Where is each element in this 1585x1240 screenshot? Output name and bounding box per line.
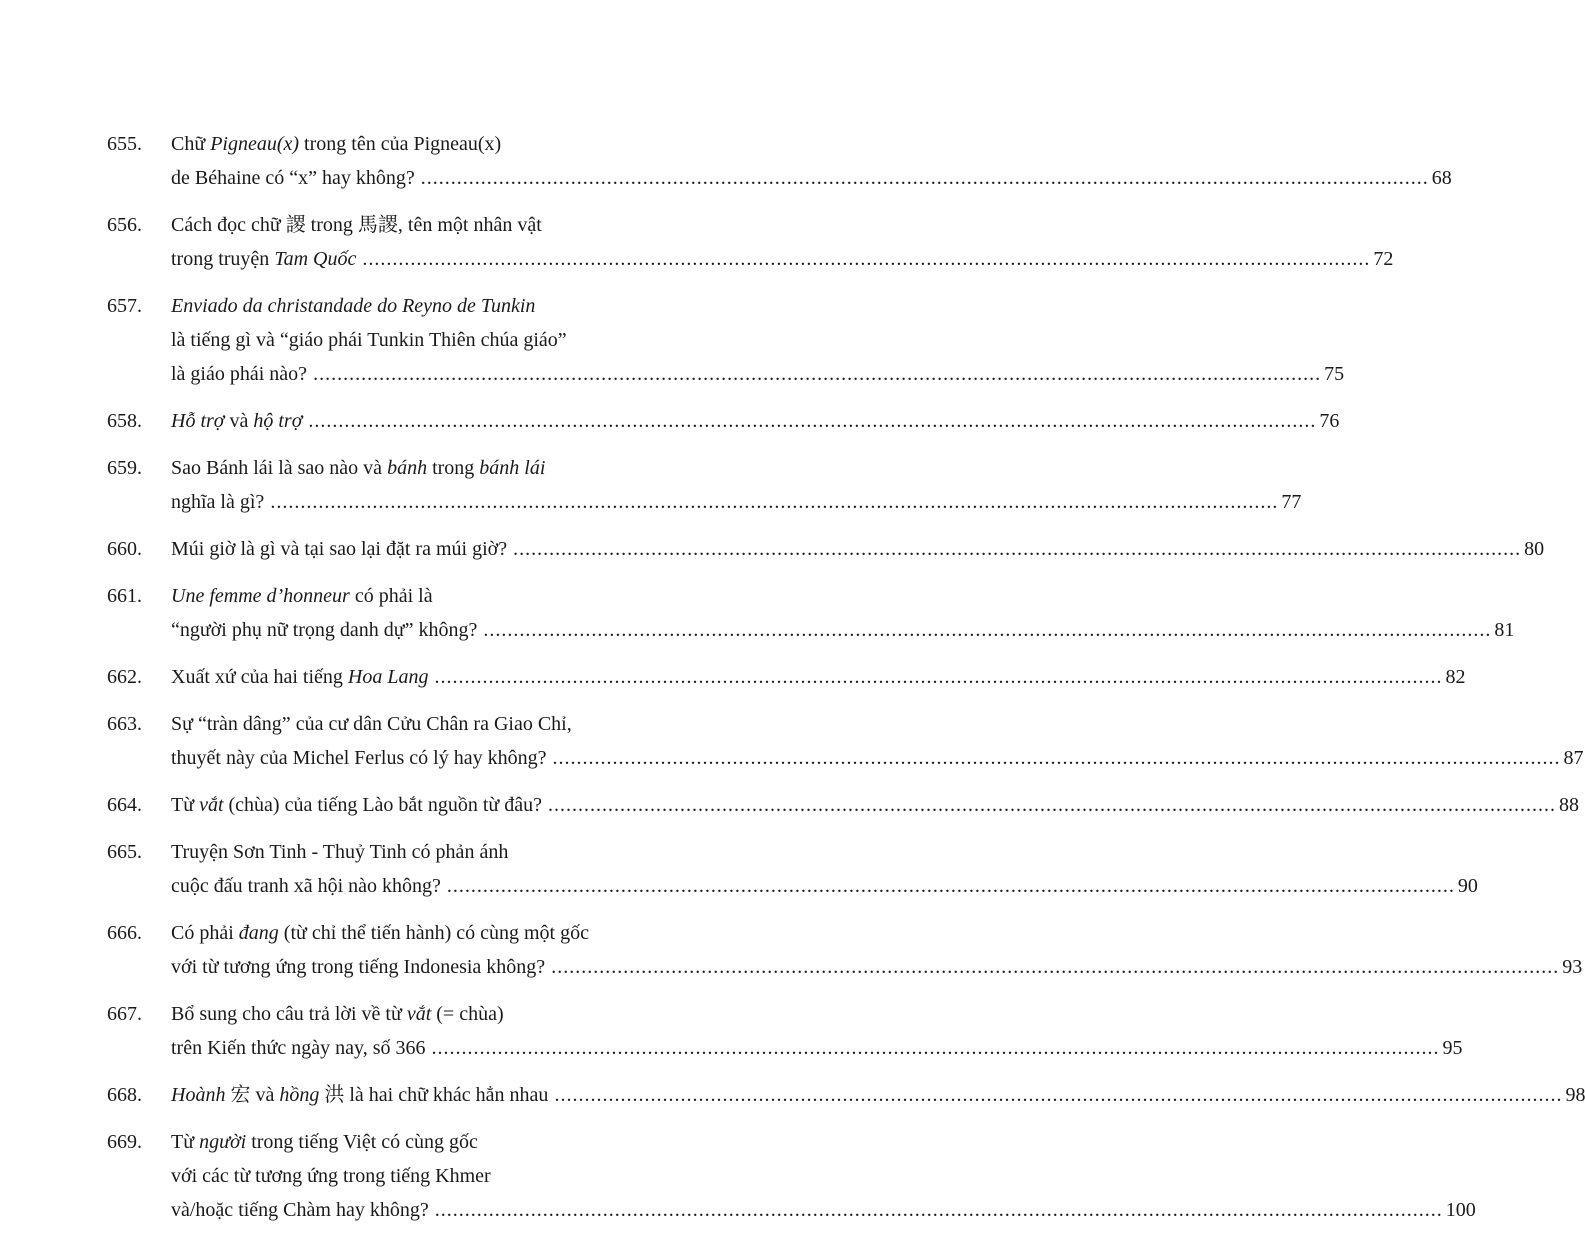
entry-title-text: [171, 585, 433, 607]
entry-title-line: [171, 127, 1452, 161]
entry-title-text: [171, 1131, 478, 1153]
entry-title-text: [171, 660, 428, 694]
text-run: là tiếng gì và “giáo phái Tunkin Thiên chúa giáo”: [171, 329, 567, 351]
page-number: 93: [1562, 956, 1583, 978]
dot-leader: [313, 357, 1321, 391]
entry-title-text: [171, 1003, 504, 1025]
italic-term: Hoành: [171, 1084, 226, 1106]
text-run: (từ chỉ thể tiến hành) có cùng một gốc: [278, 922, 589, 944]
dot-leader: [513, 532, 1521, 566]
entry-title-text: [171, 1165, 491, 1187]
page-number: 87: [1563, 747, 1584, 769]
entry-title-line: [171, 579, 1514, 613]
entry-number: 658.: [107, 410, 142, 432]
italic-term: Hỗ trợ: [171, 410, 225, 432]
toc-entry: [107, 835, 1478, 903]
entry-title-text: [171, 457, 545, 479]
text-run: trong tiếng Việt có cùng gốc: [246, 1131, 478, 1153]
text-run: có phải là: [349, 585, 433, 607]
page-number: 100: [1445, 1199, 1476, 1221]
entry-title-last-line: [171, 1078, 1585, 1112]
entry-number: 655.: [107, 133, 142, 155]
page-number: 75: [1324, 363, 1345, 385]
text-run: 洪 là hai chữ khác hẳn nhau: [319, 1084, 549, 1106]
entry-title-last-line: [171, 869, 1478, 903]
entry-title-text: [171, 133, 501, 155]
italic-term: hồng: [279, 1084, 320, 1106]
page-number: 80: [1524, 538, 1545, 560]
entry-number: 661.: [107, 585, 142, 607]
entry-number: 656.: [107, 214, 142, 236]
entry-title-last-line: [171, 485, 1301, 519]
text-run: Sự “tràn dâng” của cư dân Cửu Chân ra Giao Chỉ,: [171, 713, 572, 735]
text-run: với từ tương ứng trong tiếng Indonesia không?: [171, 956, 546, 978]
italic-term: Enviado da christandade do Reyno de Tunkin: [171, 295, 536, 317]
text-run: Chữ: [171, 133, 211, 155]
dot-leader: [435, 1193, 1443, 1227]
text-run: với các từ tương ứng trong tiếng Khmer: [171, 1165, 491, 1187]
text-run: trong: [427, 457, 480, 479]
entry-title-text: [171, 1078, 548, 1112]
text-run: và/hoặc tiếng Chàm hay không?: [171, 1199, 429, 1221]
entry-title-line: [171, 1125, 1476, 1159]
toc-entry: [107, 289, 1345, 391]
entry-title-text: [171, 1031, 425, 1065]
entry-title-text: [171, 295, 535, 317]
page-number: 95: [1442, 1037, 1463, 1059]
entry-title-last-line: [171, 357, 1344, 391]
page-number: 90: [1457, 875, 1478, 897]
entry-title-line: [171, 997, 1462, 1031]
entry-title-line: [171, 323, 1344, 357]
page-number: 76: [1319, 410, 1340, 432]
entry-title-line: [171, 1159, 1476, 1193]
text-run: Xuất xứ của hai tiếng: [171, 666, 348, 688]
toc-entry: [107, 997, 1463, 1065]
italic-term: hộ trợ: [253, 410, 303, 432]
text-run: 宏 và: [225, 1084, 280, 1106]
entry-title: [171, 835, 1478, 903]
entry-title-last-line: [171, 1031, 1462, 1065]
toc-entry: [107, 707, 1584, 775]
entry-title: [171, 707, 1583, 775]
entry-number: 668.: [107, 1084, 142, 1106]
entry-title: [171, 289, 1344, 391]
entry-title-last-line: [171, 404, 1339, 438]
entry-title-text: [171, 950, 545, 984]
entry-number: 666.: [107, 922, 142, 944]
entry-title-last-line: [171, 950, 1582, 984]
entry-title-last-line: [171, 741, 1583, 775]
toc-entry: [107, 451, 1302, 519]
text-run: Có phải: [171, 922, 239, 944]
entry-title-text: [171, 1193, 429, 1227]
italic-term: vắt: [199, 794, 224, 816]
entry-title: [171, 660, 1465, 694]
dot-leader: [447, 869, 1455, 903]
entry-title: [171, 451, 1301, 519]
entry-title-last-line: [171, 1193, 1476, 1227]
entry-title: [171, 1078, 1585, 1112]
entry-title: [171, 788, 1579, 822]
entry-title: [171, 208, 1393, 276]
dot-leader: [308, 404, 1316, 438]
dot-leader: [554, 1078, 1562, 1112]
text-run: (chùa) của tiếng Lào bắt nguồn từ đâu?: [223, 794, 542, 816]
text-run: Bổ sung cho câu trả lời về từ: [171, 1003, 407, 1025]
toc-entry: [107, 1078, 1585, 1112]
italic-term: người: [199, 1131, 247, 1153]
entry-title: [171, 404, 1339, 438]
page-number: 72: [1373, 248, 1394, 270]
text-run: Từ: [171, 1131, 200, 1153]
entry-title-last-line: [171, 788, 1579, 822]
dot-leader: [421, 161, 1429, 195]
toc-entry: [107, 208, 1394, 276]
entry-number: 657.: [107, 295, 142, 317]
entry-title: [171, 1125, 1476, 1227]
entry-number: 667.: [107, 1003, 142, 1025]
entry-title-line: [171, 289, 1344, 323]
toc-entry: [107, 788, 1579, 822]
italic-term: Tam Quốc: [274, 248, 357, 270]
entry-title-text: [171, 329, 567, 351]
italic-term: Une femme d’honneur: [171, 585, 350, 607]
dot-leader: [548, 788, 1556, 822]
entry-title-text: [171, 741, 546, 775]
italic-term: Pigneau(x): [210, 133, 300, 155]
entry-title-text: [171, 404, 302, 438]
text-run: và: [224, 410, 254, 432]
entry-title-text: [171, 214, 542, 236]
text-run: “người phụ nữ trọng danh dự” không?: [171, 619, 478, 641]
dot-leader: [431, 1031, 1439, 1065]
entry-title-text: [171, 869, 441, 903]
text-run: (= chùa): [431, 1003, 504, 1025]
text-run: Sao Bánh lái là sao nào và: [171, 457, 388, 479]
text-run: de Béhaine có “x” hay không?: [171, 167, 415, 189]
italic-term: đang: [238, 922, 279, 944]
toc-entry: [107, 127, 1452, 195]
text-run: Múi giờ là gì và tại sao lại đặt ra múi giờ?: [171, 538, 508, 560]
entry-title-text: [171, 922, 589, 944]
dot-leader: [552, 741, 1560, 775]
entry-title-last-line: [171, 532, 1544, 566]
entry-number: 662.: [107, 666, 142, 688]
entry-title-text: [171, 713, 572, 735]
text-run: trong truyện: [171, 248, 275, 270]
text-run: là giáo phái nào?: [171, 363, 308, 385]
text-run: thuyết này của Michel Ferlus có lý hay không?: [171, 747, 547, 769]
toc-entry: [107, 404, 1340, 438]
entry-title-text: [171, 485, 264, 519]
italic-term: vắt: [406, 1003, 432, 1025]
text-run: cuộc đấu tranh xã hội nào không?: [171, 875, 441, 897]
entry-title-last-line: [171, 613, 1514, 647]
text-run: trên Kiến thức ngày nay, số 366: [171, 1037, 426, 1059]
entry-title-line: [171, 208, 1393, 242]
italic-term: bánh lái: [479, 457, 546, 479]
entry-title-last-line: [171, 242, 1393, 276]
text-run: trong tên của Pigneau(x): [299, 133, 502, 155]
entry-number: 664.: [107, 794, 142, 816]
entry-number: 669.: [107, 1131, 142, 1153]
dot-leader: [434, 660, 1442, 694]
dot-leader: [270, 485, 1278, 519]
table-of-contents: [107, 127, 1585, 1240]
entry-title-line: [171, 707, 1583, 741]
dot-leader: [551, 950, 1559, 984]
text-run: Từ: [171, 794, 200, 816]
entry-title-text: [171, 788, 542, 822]
dot-leader: [362, 242, 1370, 276]
entry-title: [171, 127, 1452, 195]
page-number: 88: [1559, 794, 1579, 816]
entry-title: [171, 532, 1544, 566]
entry-title-line: [171, 916, 1582, 950]
entry-title-text: [171, 242, 356, 276]
text-run: nghĩa là gì?: [171, 491, 265, 513]
entry-title-text: [171, 357, 307, 391]
entry-title: [171, 916, 1582, 984]
dot-leader: [483, 613, 1491, 647]
toc-entry: [107, 579, 1515, 647]
entry-title-text: [171, 613, 477, 647]
entry-title: [171, 997, 1462, 1065]
toc-entry: [107, 1125, 1476, 1227]
entry-number: 660.: [107, 538, 142, 560]
toc-entry: [107, 532, 1545, 566]
entry-title-line: [171, 451, 1301, 485]
entry-title-last-line: [171, 660, 1465, 694]
page-number: 82: [1445, 666, 1466, 688]
text-run: Cách đọc chữ 謖 trong 馬謖, tên một nhân vật: [171, 214, 542, 236]
page-number: 98: [1565, 1084, 1585, 1106]
entry-title-text: [171, 841, 508, 863]
italic-term: Hoa Lang: [347, 666, 429, 688]
toc-entry: [107, 660, 1466, 694]
page-number: 77: [1281, 491, 1302, 513]
italic-term: bánh: [387, 457, 428, 479]
entry-title-text: [171, 161, 415, 195]
toc-entry: [107, 916, 1583, 984]
entry-title-text: [171, 532, 507, 566]
entry-number: 665.: [107, 841, 142, 863]
entry-title-line: [171, 835, 1478, 869]
entry-title-last-line: [171, 161, 1452, 195]
page-number: 81: [1494, 619, 1515, 641]
entry-title: [171, 579, 1514, 647]
entry-number: 659.: [107, 457, 142, 479]
text-run: Truyện Sơn Tinh - Thuỷ Tinh có phản ánh: [171, 841, 509, 863]
entry-number: 663.: [107, 713, 142, 735]
page-number: 68: [1431, 167, 1452, 189]
